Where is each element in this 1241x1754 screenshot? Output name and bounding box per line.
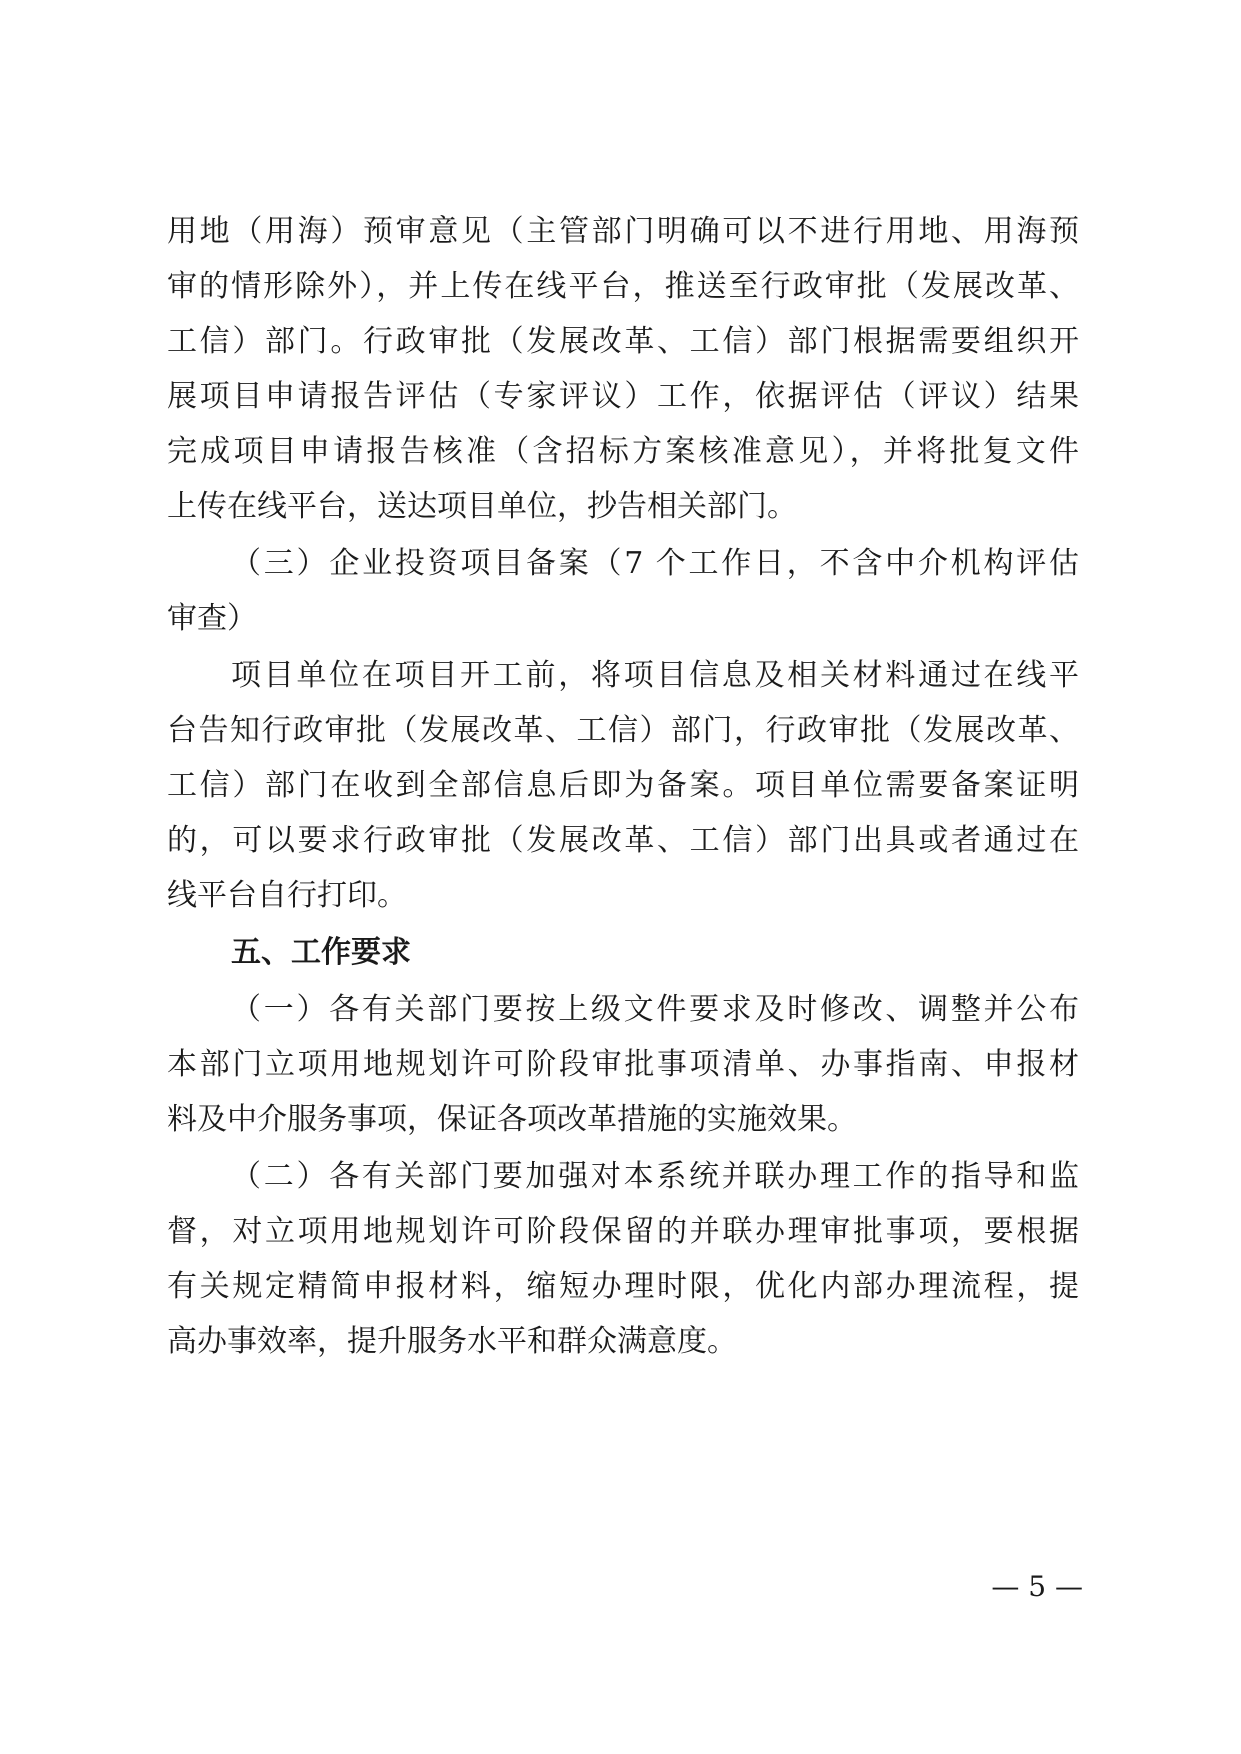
paragraph-3-line-1: （一）各有关部门要按上级文件要求及时修改、调整并公布 [231, 992, 1079, 1027]
paragraph-2-line-1: 项目单位在项目开工前，将项目信息及相关材料通过在线平 [231, 658, 1079, 693]
paragraph-1-line-3: 工信）部门。行政审批（发展改革、工信）部门根据需要组织开 [167, 324, 1079, 359]
paragraph-4-line-4: 高办事效率，提升服务水平和群众满意度。 [167, 1324, 737, 1359]
paragraph-1-line-6: 上传在线平台，送达项目单位，抄告相关部门。 [167, 489, 797, 524]
paragraph-2-line-2: 台告知行政审批（发展改革、工信）部门，行政审批（发展改革、 [167, 713, 1079, 748]
paragraph-1-line-5: 完成项目申请报告核准（含招标方案核准意见），并将批复文件 [167, 434, 1079, 469]
paragraph-4-line-2: 督，对立项用地规划许可阶段保留的并联办理审批事项，要根据 [167, 1214, 1079, 1249]
paragraph-1-line-4: 展项目申请报告评估（专家评议）工作，依据评估（评议）结果 [167, 379, 1079, 414]
paragraph-2-line-3: 工信）部门在收到全部信息后即为备案。项目单位需要备案证明 [167, 768, 1079, 803]
paragraph-2-line-4: 的，可以要求行政审批（发展改革、工信）部门出具或者通过在 [167, 823, 1079, 858]
paragraph-3-line-2: 本部门立项用地规划许可阶段审批事项清单、办事指南、申报材 [167, 1047, 1079, 1082]
paragraph-4-line-1: （二）各有关部门要加强对本系统并联办理工作的指导和监 [231, 1159, 1079, 1194]
paragraph-1-line-1: 用地（用海）预审意见（主管部门明确可以不进行用地、用海预 [167, 214, 1079, 249]
paragraph-4-line-3: 有关规定精简申报材料，缩短办理时限，优化内部办理流程，提 [167, 1269, 1079, 1304]
section-5-heading: 五、工作要求 [231, 935, 411, 970]
paragraph-2-line-5: 线平台自行打印。 [167, 878, 407, 913]
paragraph-1-line-2: 审的情形除外），并上传在线平台，推送至行政审批（发展改革、 [167, 269, 1079, 304]
subheading-3-line-2: 审查） [167, 601, 257, 636]
page-number: — 5 — [991, 1570, 1083, 1603]
subheading-3-line-1: （三）企业投资项目备案（7 个工作日，不含中介机构评估 [231, 546, 1079, 581]
paragraph-3-line-3: 料及中介服务事项，保证各项改革措施的实施效果。 [167, 1102, 857, 1137]
